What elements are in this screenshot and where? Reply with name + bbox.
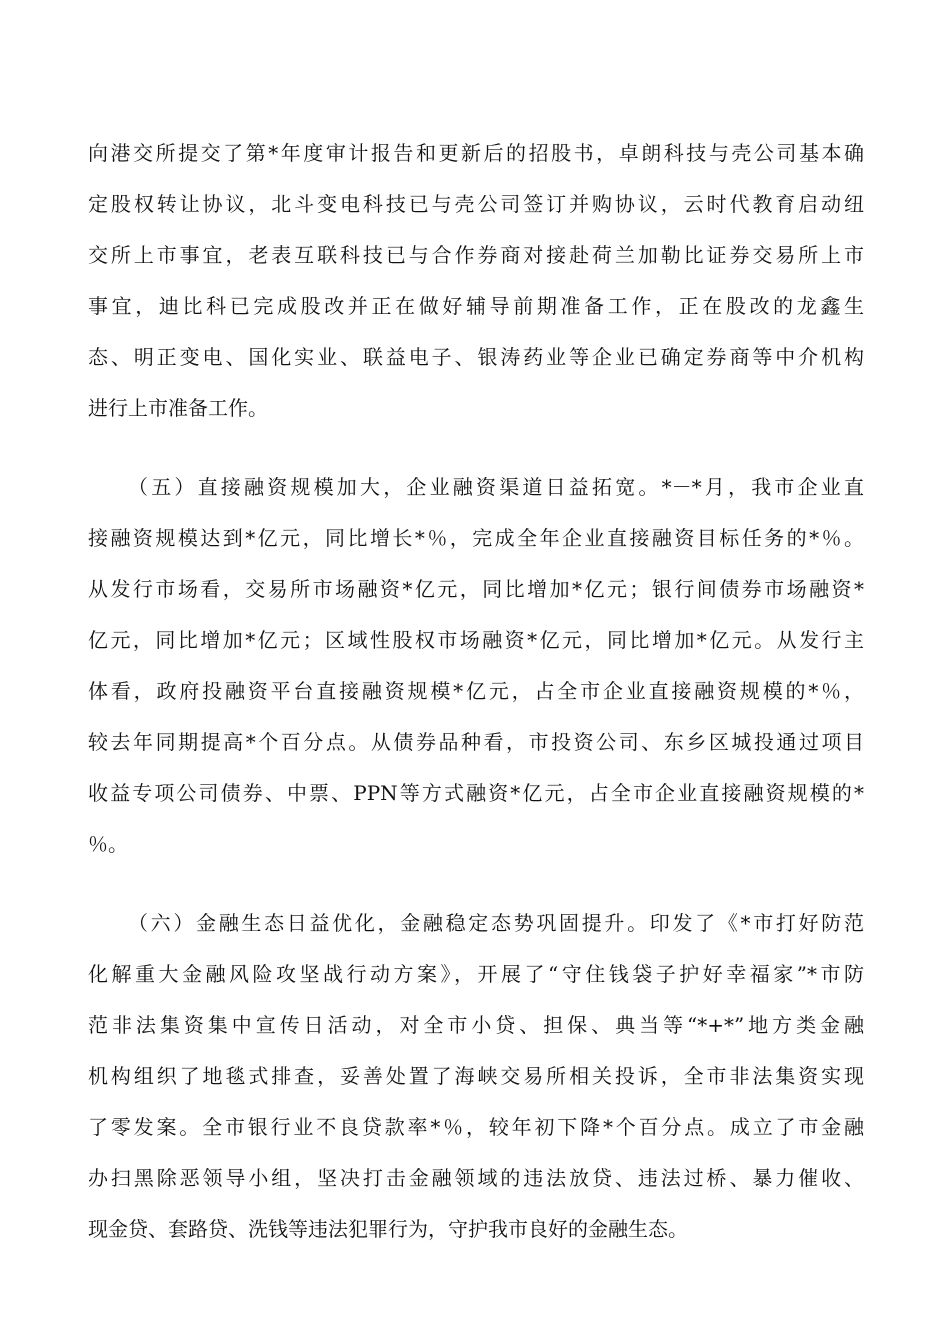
document-page bbox=[88, 128, 864, 1283]
text-line: 从发行市场看，交易所市场融资*亿元，同比增加*亿元；银行间债券市场融资* bbox=[88, 577, 864, 601]
text-line: （五）直接融资规模加大，企业融资渠道日益拓宽。*－*月，我市企业直 bbox=[128, 475, 864, 499]
text-line: （六）金融生态日益优化，金融稳定态势巩固提升。印发了《*市打好防范 bbox=[128, 911, 864, 935]
text-line: 态、明正变电、国化实业、联益电子、银涛药业等企业已确定券商等中介机构 bbox=[88, 345, 864, 369]
text-line: 机构组织了地毯式排查，妥善处置了海峡交易所相关投诉，全市非法集资实现 bbox=[88, 1064, 864, 1088]
text-line: 体看，政府投融资平台直接融资规模*亿元，占全市企业直接融资规模的*％， bbox=[88, 679, 864, 703]
text-line: 交所上市事宜，老表互联科技已与合作券商对接赴荷兰加勒比证券交易所上市 bbox=[88, 243, 864, 267]
paragraph-listing-progress bbox=[88, 128, 864, 434]
paragraph-financial-ecology bbox=[88, 898, 864, 1255]
text-line: 了零发案。全市银行业不良贷款率*％，较年初下降*个百分点。成立了市金融 bbox=[88, 1115, 864, 1139]
text-line: 接融资规模达到*亿元，同比增长*％，完成全年企业直接融资目标任务的*％。 bbox=[88, 526, 864, 550]
text-line: 办扫黑除恶领导小组，坚决打击金融领域的违法放贷、违法过桥、暴力催收、 bbox=[88, 1166, 864, 1190]
text-line: 进行上市准备工作。 bbox=[88, 396, 268, 420]
text-line: 范非法集资集中宣传日活动，对全市小贷、担保、典当等“*+*”地方类金融 bbox=[88, 1013, 864, 1037]
text-line: 亿元，同比增加*亿元；区域性股权市场融资*亿元，同比增加*亿元。从发行主 bbox=[88, 628, 864, 652]
text-line: ％。 bbox=[88, 832, 128, 856]
text-line: 现金贷、套路贷、洗钱等违法犯罪行为，守护我市良好的金融生态。 bbox=[88, 1217, 688, 1241]
paragraph-direct-financing bbox=[88, 462, 864, 870]
text-line: 事宜，迪比科已完成股改并正在做好辅导前期准备工作，正在股改的龙鑫生 bbox=[88, 294, 864, 318]
text-line: 向港交所提交了第*年度审计报告和更新后的招股书，卓朗科技与壳公司基本确 bbox=[88, 141, 864, 165]
text-line: 收益专项公司债券、中票、PPN等方式融资*亿元，占全市企业直接融资规模的* bbox=[88, 781, 864, 805]
text-line: 化解重大金融风险攻坚战行动方案》，开展了“守住钱袋子护好幸福家”*市防 bbox=[88, 962, 864, 986]
text-line: 定股权转让协议，北斗变电科技已与壳公司签订并购协议，云时代教育启动纽 bbox=[88, 192, 864, 216]
text-line: 较去年同期提高*个百分点。从债券品种看，市投资公司、东乡区城投通过项目 bbox=[88, 730, 864, 754]
